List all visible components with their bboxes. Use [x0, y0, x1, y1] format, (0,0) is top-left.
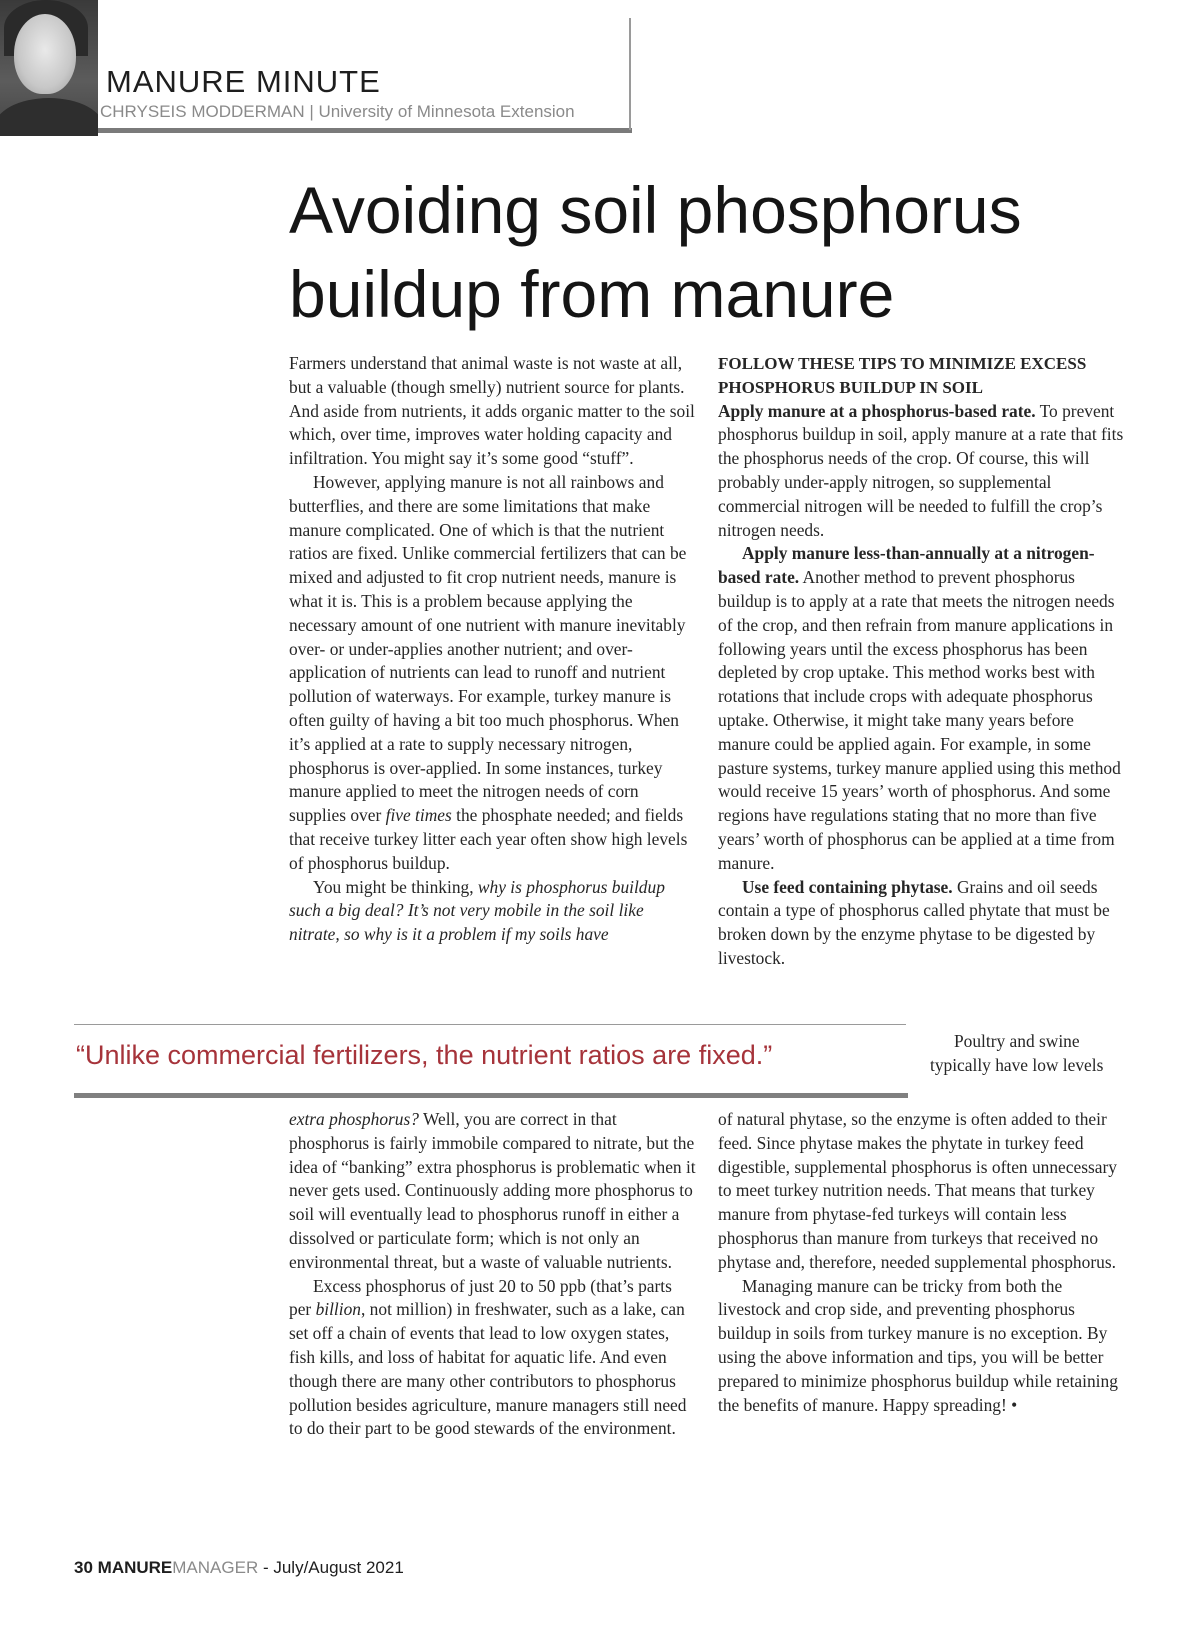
paragraph: Excess phosphorus of just 20 to 50 ppb (that’s parts per billion, not million) in freshwater, such as a lake, can set off a chain of events that lead to low oxygen states, fish kills, and loss of habitat for aquatic life. And even though there are many other contributors to phosphorus pollution besides agriculture, manure managers still need to do their part to be good stewards of the environment.: [289, 1275, 687, 1439]
page-footer: [74, 1558, 404, 1578]
paragraph: However, applying manure is not all rainbows and butterflies, and there are some limitations that make manure complicated. One of which is that the nutrient ratios are fixed. Unlike commercial fertilizers that can be mixed and adjusted to fit crop nutrient needs, manure is what it is. This is a problem because applying the necessary amount of one nutrient with manure inevitably over- or under-applies another nutrient; and over-application of nutrients can lead to runoff and nutrient pollution of waterways. For example, turkey manure is often guilty of having a bit too much phosphorus. When it’s applied at a rate to supply necessary nitrogen, phosphorus is over-applied. In some instances, turkey manure applied to meet the nitrogen needs of corn supplies over five times the phosphate needed; and fields that receive turkey litter each year often show high levels of phosphorus buildup.: [289, 471, 688, 873]
paragraph: of natural phytase, so the enzyme is often added to their feed. Since phytase makes the phytate in turkey feed digestible, supplemental phosphorus is often unnecessary to meet turkey nutrition needs. That means that turkey manure from phytase-fed turkeys will contain less phosphorus than manure from turkeys that received no phytase and, therefore, needed supplemental phosphorus.: [718, 1109, 1117, 1272]
tip-paragraph: Apply manure at a phosphorus-based rate. To prevent phosphorus buildup in soil, apply manure at a rate that fits the phosphorus needs of the crop. Of course, this will probably under-apply nitrogen, so supplemental commercial nitrogen will be needed to fulfill the crop’s nitrogen needs.: [718, 400, 1124, 540]
pull-quote: “Unlike commercial fertilizers, the nutrient ratios are fixed.”: [76, 1040, 773, 1070]
pull-quote-rule-top: [74, 1024, 906, 1025]
header-divider: [629, 18, 631, 130]
pull-quote-rule-bottom: [74, 1093, 908, 1098]
paragraph: Poultry and swine typically have low levels: [930, 1031, 1104, 1075]
issue-date: - July/August 2021: [262, 1558, 404, 1577]
article-title: Avoiding soil phosphorus buildup from manure: [289, 173, 1022, 331]
paragraph: Farmers understand that animal waste is not waste at all, but a valuable (though smelly) nutrient source for plants. And aside from nutrients, it adds organic matter to the soil which, over time, improves water holding capacity and infiltration. You might say it’s some good “stuff”.: [289, 353, 695, 469]
page-number: 30: [74, 1558, 93, 1577]
paragraph: extra phosphorus? Well, you are correct in that phosphorus is fairly immobile compared to nitrate, but the idea of “banking” extra phosphorus is problematic when it never gets used. Continuously adding more phosphorus to soil will eventually lead to phosphorus runoff in either a dissolved or particulate form; which is not only an environmental threat, but a waste of valuable nutrients.: [289, 1109, 696, 1272]
paragraph: You might be thinking, why is phosphorus buildup such a big deal? It’s not very mobile in the soil like nitrate, so why is it a problem if my soils have: [289, 876, 665, 945]
author-photo-face: [14, 14, 76, 94]
magazine-name-light: MANAGER: [172, 1558, 259, 1577]
author-byline: CHRYSEIS MODDERMAN | University of Minnesota Extension: [100, 102, 575, 121]
tips-heading: FOLLOW THESE TIPS TO MINIMIZE EXCESS PHOSPHORUS BUILDUP IN SOIL: [718, 354, 1087, 397]
author-photo-shoulders: [0, 98, 98, 136]
column-left-upper: [289, 352, 697, 947]
tip-paragraph: Use feed containing phytase. Grains and oil seeds contain a type of phosphorus called phytate that must be broken down by the enzyme phytase to be digested by livestock.: [718, 876, 1110, 968]
tip-paragraph: Apply manure less-than-annually at a nitrogen-based rate. Another method to prevent phosphorus buildup is to apply at a rate that meets the nitrogen needs of the crop, and then refrain from manure applications in following years until the excess phosphorus has been depleted by crop uptake. This method works best with rotations that include crops with adequate phosphorus uptake. Otherwise, it might take many years before manure could be applied again. For example, in some pasture systems, turkey manure applied using this method would receive 15 years’ worth of phosphorus. And some regions have regulations stating that no more than five years’ worth of phosphorus can be applied at a time from manure.: [718, 543, 1121, 873]
column-right-upper: [718, 352, 1124, 971]
magazine-name-bold: MANURE: [97, 1558, 173, 1577]
paragraph: Managing manure can be tricky from both the livestock and crop side, and preventing phosphorus buildup in soils from turkey manure is no exception. By using the above information and tips, you will be better prepared to minimize phosphorus buildup while retaining the benefits of manure. Happy spreading! •: [718, 1275, 1118, 1415]
column-right-lower: [718, 1108, 1124, 1417]
header-rule: [98, 128, 632, 133]
author-photo: [0, 0, 98, 136]
column-left-lower: [289, 1108, 697, 1441]
column-kicker: MANURE MINUTE: [106, 64, 381, 99]
column-right-wrap: [930, 1030, 1124, 1078]
